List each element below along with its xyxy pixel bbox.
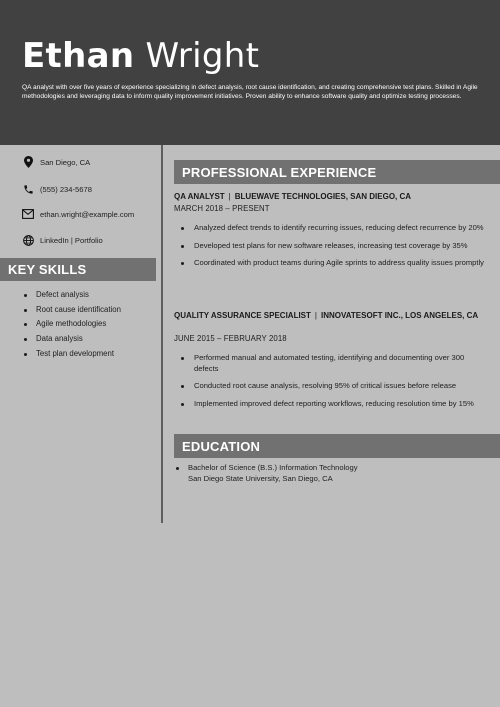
job-dates-2: JUNE 2015 – FEBRUARY 2018 [174, 334, 287, 343]
resume-header [0, 0, 500, 145]
bullet-dot [181, 262, 184, 265]
experience-heading: PROFESSIONAL EXPERIENCE [174, 160, 500, 184]
list-item: Data analysis [22, 332, 121, 347]
education-entry [174, 463, 358, 485]
bullet-dot [24, 294, 27, 297]
list-item: Developed test plans for new software releases, increasing test coverage by 35% [181, 241, 489, 252]
bullet-dot [24, 353, 27, 356]
bullet-dot [24, 309, 27, 312]
column-divider [161, 145, 163, 523]
contact-phone [22, 183, 92, 195]
list-item: Root cause identification [22, 303, 121, 318]
skills-list [22, 288, 121, 362]
education-heading: EDUCATION [174, 434, 500, 458]
list-item: Defect analysis [22, 288, 121, 303]
key-skills-heading: KEY SKILLS [0, 258, 156, 281]
list-item: Implemented improved defect reporting workflows, reducing resolution time by 15% [181, 399, 489, 410]
list-item: Analyzed defect trends to identify recurring issues, reducing defect recurrence by 20% [181, 223, 489, 234]
list-item: Test plan development [22, 347, 121, 362]
phone-icon [22, 183, 34, 195]
bullet-dot [24, 338, 27, 341]
bullet-dot [181, 245, 184, 248]
email-text[interactable]: ethan.wright@example.com [40, 209, 135, 219]
list-item: Performed manual and automated testing, identifying and documenting over 300 defects [181, 353, 489, 374]
bullet-dot [181, 403, 184, 406]
list-item: Coordinated with product teams during Agile sprints to address quality issues promptly [181, 258, 489, 269]
job-bullets-2 [181, 353, 489, 416]
job-title-1: QA ANALYST | BLUEWAVE TECHNOLOGIES, SAN DIEGO, CA [174, 192, 412, 201]
bullet-dot [181, 357, 184, 360]
bullet-dot [176, 467, 179, 470]
profile-summary: QA analyst with over five years of experience specializing in defect analysis, root cause identification, and creating comprehensive test plans. Skilled in Agile methodologies and leveraging data to inform quality improvement initiatives. Proven ability to enhance software quality and optimize testing processes. [22, 84, 478, 101]
bullet-dot [181, 385, 184, 388]
list-item: Conducted root cause analysis, resolving 95% of critical issues before release [181, 381, 489, 392]
map-pin-icon [22, 156, 34, 168]
phone-text: (555) 234-5678 [40, 184, 92, 194]
job-title-2: QUALITY ASSURANCE SPECIALIST | INNOVATESOFT INC., LOS ANGELES, CA [174, 311, 479, 320]
job-dates-1: MARCH 2018 – PRESENT [174, 204, 270, 213]
contact-links [22, 234, 103, 246]
contact-location [22, 156, 90, 168]
first-name: Ethan [22, 36, 135, 76]
contact-email [22, 208, 134, 220]
job-bullets-1 [181, 223, 489, 276]
list-item: Agile methodologies [22, 317, 121, 332]
degree-text: Bachelor of Science (B.S.) Information Technology [188, 463, 358, 472]
candidate-name [22, 36, 259, 76]
bullet-dot [181, 227, 184, 230]
bullet-dot [24, 323, 27, 326]
school-text: San Diego State University, San Diego, CA [188, 473, 333, 483]
links-text[interactable]: LinkedIn | Portfolio [40, 235, 103, 245]
envelope-icon [22, 208, 34, 220]
globe-icon [22, 234, 34, 246]
last-name: Wright [145, 36, 260, 76]
location-text: San Diego, CA [40, 157, 91, 167]
